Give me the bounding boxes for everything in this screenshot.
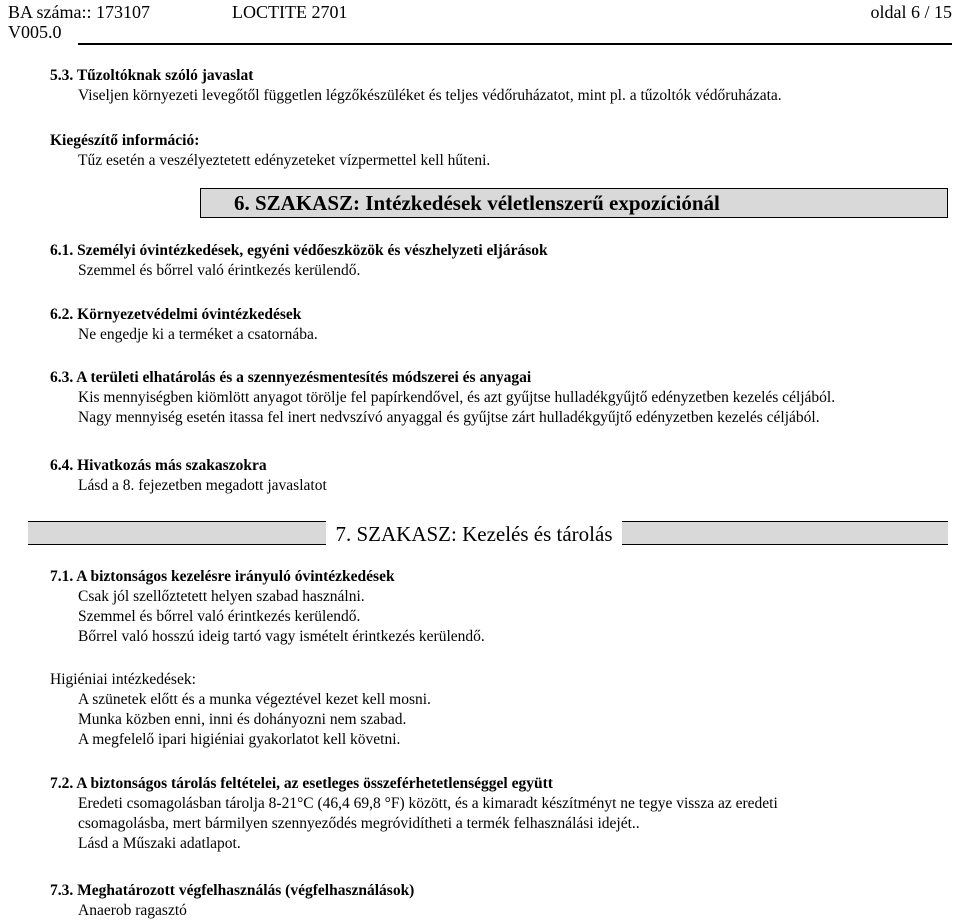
text-7-3: Anaerob ragasztó [78,902,187,919]
text-hygiene-line2: Munka közben enni, inni és dohányozni nem szabad. [78,711,407,728]
heading-hygiene: Higiéniai intézkedések: [50,671,196,688]
text-6-2: Ne engedje ki a terméket a csatornába. [78,326,318,343]
text-7-2-line3: Lásd a Műszaki adatlapot. [78,835,241,852]
heading-6-4: 6.4. Hivatkozás más szakaszokra [50,457,267,474]
text-7-2-line1: Eredeti csomagolásban tárolja 8-21°C (46,4 69,8 °F) között, és a kimaradt készítményt ne tegye vissza az eredeti [78,795,778,812]
text-7-1-line1: Csak jól szellőztetett helyen szabad használni. [78,588,365,605]
text-5-3: Viseljen környezeti levegőtől független légzőkészüléket és teljes védőruházatot, mint pl. a tűzoltók védőruházata. [78,87,782,104]
section-7-title: 7. SZAKASZ: Kezelés és tárolás [326,520,622,550]
heading-7-1: 7.1. A biztonságos kezelésre irányuló óvintézkedések [50,568,395,585]
version-label: V005.0 [8,22,62,42]
text-extra-info: Tűz esetén a veszélyeztetett edényzeteket vízpermettel kell hűteni. [78,152,491,169]
text-7-2-line2: csomagolásba, mert bármilyen szennyeződés megróvidítheti a termék felhasználási idejét.. [78,815,640,832]
text-6-1: Szemmel és bőrrel való érintkezés kerülendő. [78,262,361,279]
page-number: oldal 6 / 15 [870,2,952,22]
text-7-1-line2: Szemmel és bőrrel való érintkezés kerülendő. [78,608,361,625]
product-name: LOCTITE 2701 [232,2,348,22]
text-6-3-line1: Kis mennyiségben kiömlött anyagot törölje fel papírkendővel, és azt gyűjtse hulladékgyűjtő edényzetben kezelés céljából. [78,389,836,406]
ba-number: BA száma:: 173107 [8,2,150,22]
text-6-3-line2: Nagy mennyiség esetén itassa fel inert nedvszívó anyaggal és gyűjtse zárt hulladékgyűjtő edényzetben kezelés céljából. [78,409,820,426]
heading-6-1: 6.1. Személyi óvintézkedések, egyéni védőeszközök és vészhelyzeti eljárások [50,242,548,259]
page-header [8,2,952,26]
text-6-4: Lásd a 8. fejezetben megadott javaslatot [78,477,327,494]
heading-7-3: 7.3. Meghatározott végfelhasználás (végfelhasználások) [50,882,415,899]
heading-6-2: 6.2. Környezetvédelmi óvintézkedések [50,306,302,323]
text-hygiene-line3: A megfelelő ipari higiéniai gyakorlatot kell követni. [78,731,401,748]
section-6-title: 6. SZAKASZ: Intézkedések véletlenszerű expozíciónál [234,191,720,215]
text-7-1-line3: Bőrrel való hosszú ideig tartó vagy ismételt érintkezés kerülendő. [78,628,485,645]
text-hygiene-line1: A szünetek előtt és a munka végeztével kezet kell mosni. [78,691,431,708]
header-divider [78,43,952,45]
heading-5-3: 5.3. Tűzoltóknak szóló javaslat [50,67,254,84]
heading-7-2: 7.2. A biztonságos tárolás feltételei, az esetleges összeférhetetlenséggel együtt [50,775,553,792]
heading-6-3: 6.3. A területi elhatárolás és a szennyezésmentesítés módszerei és anyagai [50,369,532,386]
heading-extra-info: Kiegészítő információ: [50,132,200,149]
